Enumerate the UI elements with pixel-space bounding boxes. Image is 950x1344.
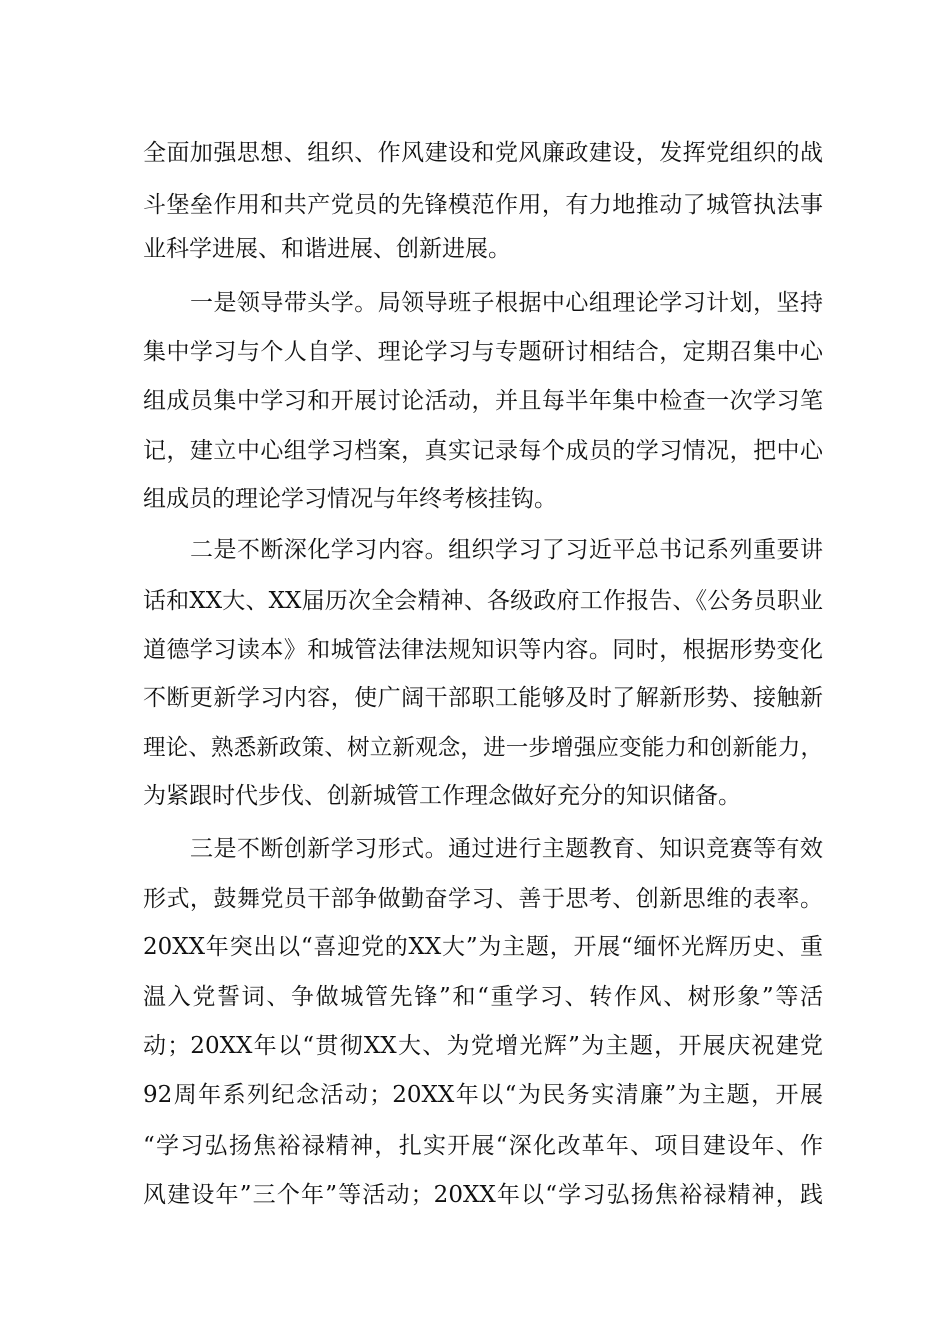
paragraph-line: 业科学进展、和谐进展、创新进展。: [143, 236, 511, 262]
paragraph-line: 动；20XX年以“贯彻XX大、为党增光辉”为主题，开展庆祝建党: [143, 1033, 823, 1059]
paragraph-line: 记，建立中心组学习档案，真实记录每个成员的学习情况，把中心: [143, 438, 823, 464]
paragraph-line: 风建设年”三个年”等活动；20XX年以“学习弘扬焦裕禄精神，践: [143, 1182, 823, 1208]
paragraph-line: 20XX年突出以“喜迎党的XX大”为主题，开展“缅怀光辉历史、重: [143, 934, 823, 960]
paragraph-line: 全面加强思想、组织、作风建设和党风廉政建设，发挥党组织的战: [143, 140, 823, 166]
paragraph-line: 三是不断创新学习形式。通过进行主题教育、知识竞赛等有效: [190, 836, 823, 862]
paragraph-line: 组成员集中学习和开展讨论活动，并且每半年集中检查一次学习笔: [143, 388, 823, 414]
paragraph-line: 斗堡垒作用和共产党员的先锋模范作用，有力地推动了城管执法事: [143, 192, 823, 218]
paragraph-line: 集中学习与个人自学、理论学习与专题研讨相结合，定期召集中心: [143, 339, 823, 365]
paragraph-line: 理论、熟悉新政策、树立新观念，进一步增强应变能力和创新能力，: [143, 735, 823, 761]
paragraph-line: 不断更新学习内容，使广阔干部职工能够及时了解新形势、接触新: [143, 685, 823, 711]
paragraph-line: 二是不断深化学习内容。组织学习了习近平总书记系列重要讲: [190, 537, 823, 563]
paragraph-line: 一是领导带头学。局领导班子根据中心组理论学习计划，坚持: [190, 290, 823, 316]
paragraph-line: 形式，鼓舞党员干部争做勤奋学习、善于思考、创新思维的表率。: [143, 886, 823, 912]
paragraph-line: 92周年系列纪念活动；20XX年以“为民务实清廉”为主题，开展: [143, 1082, 823, 1108]
paragraph-line: 温入党誓词、争做城管先锋”和“重学习、转作风、树形象”等活: [143, 984, 823, 1010]
paragraph-line: 话和XX大、XX届历次全会精神、各级政府工作报告、《公务员职业: [143, 588, 823, 614]
paragraph-line: “学习弘扬焦裕禄精神，扎实开展“深化改革年、项目建设年、作: [143, 1133, 823, 1159]
paragraph-line: 为紧跟时代步伐、创新城管工作理念做好充分的知识储备。: [143, 783, 741, 809]
paragraph-line: 组成员的理论学习情况与年终考核挂钩。: [143, 486, 557, 512]
paragraph-line: 道德学习读本》和城管法律法规知识等内容。同时，根据形势变化: [143, 637, 823, 663]
